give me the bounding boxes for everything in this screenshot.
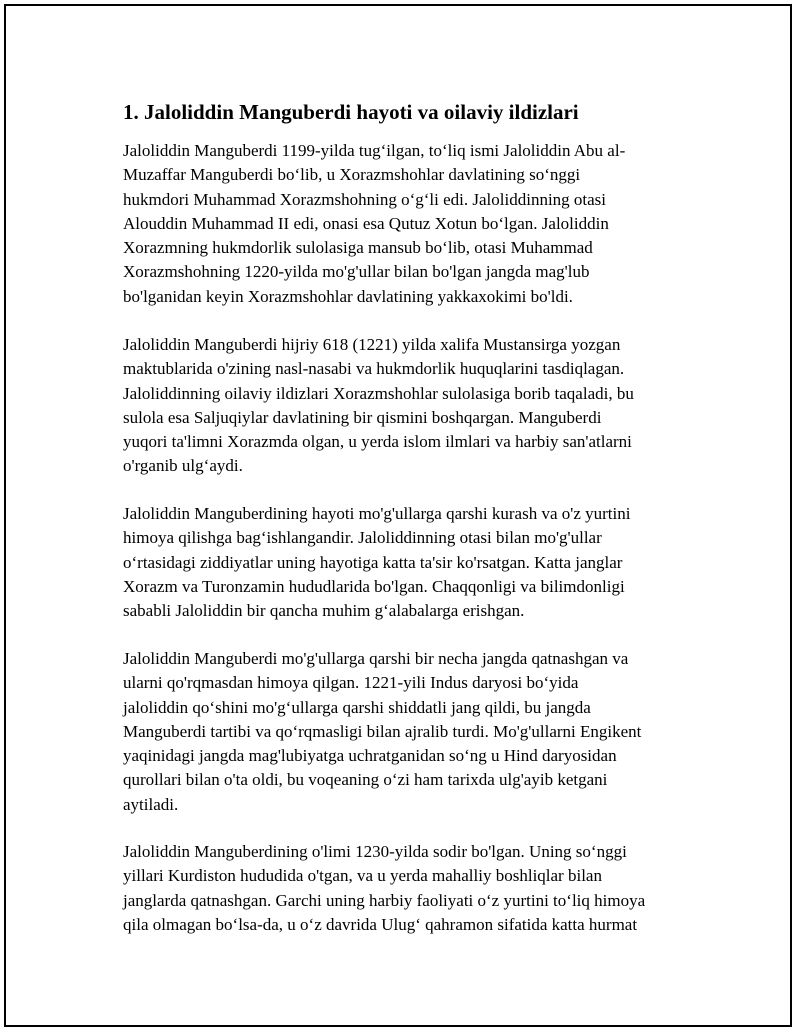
text-line: aytiladi.: [123, 794, 179, 814]
text-line: jaloliddin qo‘shini mo'g‘ullarga qarshi shiddatli jang qildi, bu jangda: [123, 697, 591, 717]
text-line: janglarda qatnashgan. Garchi uning harbiy faoliyati o‘z yurtini to‘liq himoya: [123, 890, 646, 910]
text-line: maktublarida o'zining nasl-nasabi va hukmdorlik huquqlarini tasdiqlagan.: [123, 359, 625, 379]
text-line: Jaloliddin Manguberdi 1199-yilda tug‘ilgan, to‘liq ismi Jaloliddin Abu al-: [123, 141, 626, 160]
text-line: himoya qilishga bag‘ishlangandir. Jaloliddinning otasi bilan mo'g'ullar: [123, 528, 602, 548]
text-line: Xorazmning hukmdorlik sulolasiga mansub bo‘lib, otasi Muhammad: [123, 238, 593, 258]
paragraph-battles: [123, 647, 641, 817]
text-line: bo'lganidan keyin Xorazmshohlar davlatining yakkaxokimi bo'ldi.: [123, 286, 573, 306]
text-line: qurollari bilan o'ta oldi, bu voqeaning o‘zi ham tarixda ulg'ayib ketgani: [123, 770, 608, 790]
document-page: [4, 4, 792, 1027]
text-line: sababli Jaloliddin bir qancha muhim g‘alabalarga erishgan.: [123, 601, 525, 621]
text-line: ularni qo'rqmasdan himoya qilgan. 1221-yili Indus daryosi bo‘yida: [123, 673, 579, 693]
text-line: o'rganib ulg‘aydi.: [123, 456, 243, 476]
text-line: o‘rtasidagi ziddiyatlar uning hayotiga katta ta'sir ko'rsatgan. Katta janglar: [123, 552, 623, 572]
text-line: qila olmagan bo‘lsa-da, u o‘z davrida Ulug‘ qahramon sifatida katta hurmat: [123, 914, 638, 934]
text-line: yuqori ta'limni Xorazmda olgan, u yerda islom ilmlari va harbiy san'atlarni: [123, 432, 632, 452]
paragraph-struggle: [123, 502, 630, 623]
paragraph-lineage: [123, 333, 634, 479]
text-line: Jaloliddin Manguberdi hijriy 618 (1221) yilda xalifa Mustansirga yozgan: [123, 335, 621, 354]
text-line: Muzaffar Manguberdi bo‘lib, u Xorazmshohlar davlatining so‘nggi: [123, 165, 581, 185]
text-line: yillari Kurdiston hududida o'tgan, va u yerda mahalliy boshliqlar bilan: [123, 866, 602, 886]
paragraph-origins: [123, 139, 625, 309]
text-line: Jaloliddinning oilaviy ildizlari Xorazmshohlar sulolasiga borib taqaladi, bu: [123, 383, 634, 403]
text-line: Manguberdi tartibi va qo‘rqmasligi bilan ajralib turdi. Mo'g'ullarni Engikent: [123, 721, 642, 741]
text-line: Jaloliddin Manguberdi mo'g'ullarga qarshi bir necha jangda qatnashgan va: [123, 649, 629, 668]
text-line: yaqinidagi jangda mag'lubiyatga uchratganidan so‘ng u Hind daryosidan: [123, 746, 617, 766]
text-line: Xorazm va Turonzamin hududlarida bo'lgan. Chaqqonligi va bilimdonligi: [123, 576, 625, 596]
section-heading: 1. Jaloliddin Manguberdi hayoti va oilaviy ildizlari: [123, 100, 579, 124]
text-line: hukmdori Muhammad Xorazmshohning o‘g‘li edi. Jaloliddinning otasi: [123, 189, 607, 209]
text-line: Jaloliddin Manguberdining o'limi 1230-yilda sodir bo'lgan. Uning so‘nggi: [123, 842, 627, 861]
paragraph-death: [123, 840, 645, 937]
text-line: Jaloliddin Manguberdining hayoti mo'g'ullarga qarshi kurash va o'z yurtini: [123, 504, 631, 523]
text-line: Alouddin Muhammad II edi, onasi esa Qutuz Xotun bo‘lgan. Jaloliddin: [123, 213, 609, 233]
text-line: sulola esa Saljuqiylar davlatining bir qismini boshqargan. Manguberdi: [123, 407, 602, 427]
text-line: Xorazmshohning 1220-yilda mo'g'ullar bilan bo'lgan jangda mag'lub: [123, 262, 590, 282]
